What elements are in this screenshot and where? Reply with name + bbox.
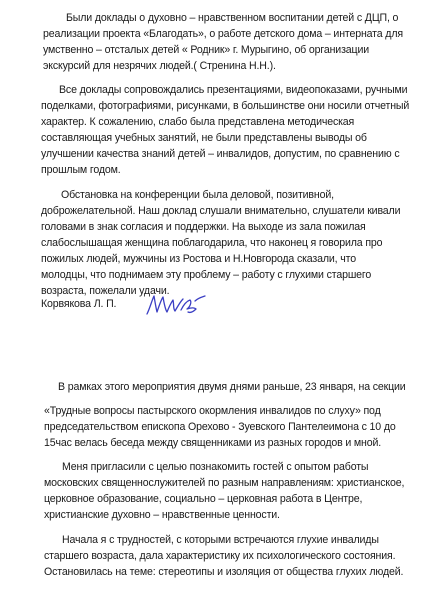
text-line: доброжелательной. Наш доклад слушали внимательно, слушатели кивали [41, 205, 401, 217]
text-line: прошлым годом. [41, 164, 121, 176]
text-line: Меня пригласили с целью познакомить гостей с опытом работы [62, 461, 369, 473]
text-line: В рамках этого мероприятия двумя днями раньше, 23 января, на секции [58, 381, 406, 393]
text-line: Все доклады сопровождались презентациями, видеопоказами, ручными [59, 84, 408, 96]
text-line: старшего возраста, дала характеристику их психологического состояния. [44, 550, 396, 562]
text-line: улучшении качества знаний детей – инвалидов, допустим, по сравнению с [41, 148, 400, 160]
text-line: 15час велась беседа между священниками из разных городов и мной. [44, 437, 382, 449]
text-line: председательством епископа Орехово - Зуевского Пантелеимона с 10 до [44, 421, 396, 433]
text-line: поделками, фотографиями, рисунками, в большинстве они носили отчетный [41, 100, 410, 112]
text-line: Обстановка на конференции была деловой, позитивной, [61, 189, 334, 201]
text-line: Начала я с трудностей, с которыми встречаются глухие инвалиды [62, 534, 379, 546]
text-line: характер. К сожалению, слабо была представлена методическая [41, 116, 355, 128]
text-line: Остановилась на теме: стереотипы и изоляция от общества глухих людей. [44, 566, 404, 578]
text-line: составляющая учебных занятий, не были представлены выводы об [41, 132, 367, 144]
text-line: московских священнослужителей по разным направлениям: христианское, [44, 477, 405, 489]
handwritten-signature [145, 290, 207, 320]
text-line: возраста, пожелали удачи. [41, 285, 170, 297]
text-line: «Трудные вопросы пастырского окормления инвалидов по слуху» под [44, 405, 381, 417]
text-line: Были доклады о духовно – нравственном воспитании детей с ДЦП, о [66, 12, 399, 24]
author-name: Корвякова Л. П. [41, 298, 117, 310]
text-line: церковное образование, социально – церковная работа в Центре, [44, 493, 363, 505]
text-line: слабослышащая женщина поблагодарила, что наконец я говорила про [41, 237, 383, 249]
text-line: экскурсий для незрячих людей.( Стренина Н.Н.). [43, 60, 276, 72]
text-line: молодцы, что поднимаем эту проблему – работу с глухими старшего [41, 269, 372, 281]
text-line: головами в знак согласия и поддержки. На выходе из зала пожилая [41, 221, 366, 233]
text-line: христианские духовно – нравственные ценности. [44, 509, 280, 521]
text-line: умственно – отсталых детей « Родник» г. Мурыгино, об организации [43, 44, 369, 56]
text-line: пожилых людей, мужчины из Ростова и Н.Новгорода сказали, что [41, 253, 356, 265]
text-line: реализации проекта «Благодать», о работе детского дома – интерната для [43, 28, 403, 40]
